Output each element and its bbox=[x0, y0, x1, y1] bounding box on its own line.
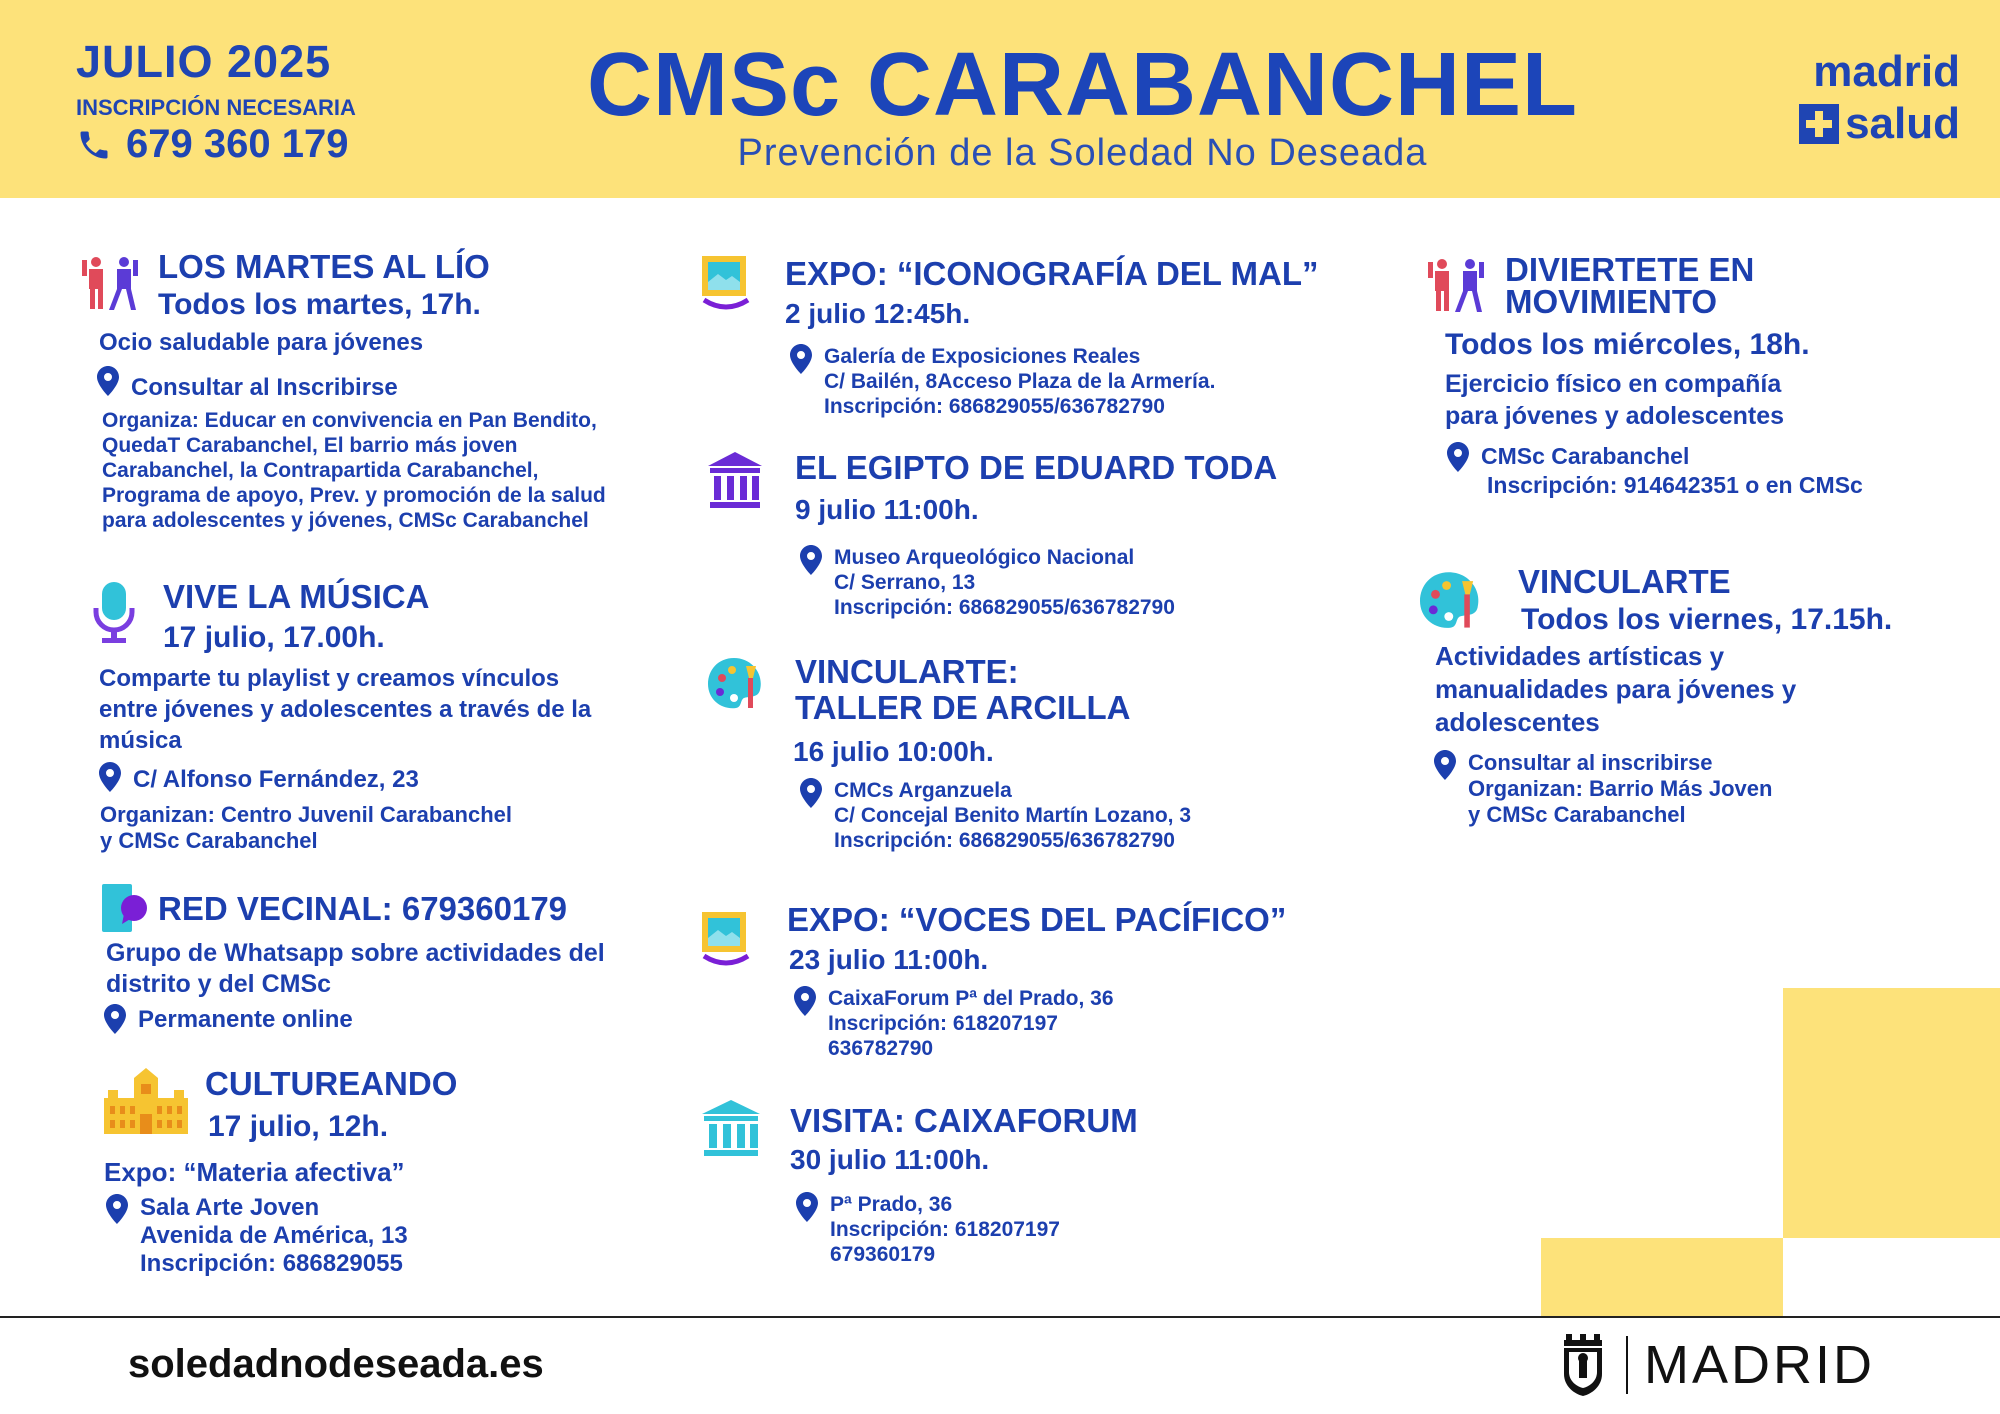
event-title: LOS MARTES AL LÍO bbox=[158, 248, 490, 285]
event-when: Todos los martes, 17h. bbox=[158, 288, 481, 321]
event-description: para jóvenes y adolescentes bbox=[1445, 402, 1785, 430]
event-when: 17 julio, 17.00h. bbox=[163, 621, 385, 654]
microphone-icon bbox=[92, 582, 136, 644]
palette-icon bbox=[708, 656, 764, 712]
event-location: C/ Alfonso Fernández, 23 bbox=[99, 762, 419, 795]
event-when: 23 julio 11:00h. bbox=[789, 944, 989, 975]
event-title: EL EGIPTO DE EDUARD TODA bbox=[795, 449, 1278, 486]
event-description: Ocio saludable para jóvenes bbox=[99, 329, 424, 356]
chat-phone-icon bbox=[102, 884, 150, 934]
location-pin-icon bbox=[1434, 750, 1456, 780]
event-location: Permanente online bbox=[104, 1004, 353, 1035]
brand-top: madrid bbox=[1813, 47, 1960, 96]
event-description: Grupo de Whatsapp sobre actividades del distrito y del CMSc bbox=[106, 939, 605, 998]
location-pin-icon bbox=[97, 366, 119, 396]
location-pin-icon bbox=[104, 1004, 126, 1034]
event-when: Todos los viernes, 17.15h. bbox=[1521, 603, 1893, 636]
location-pin-icon bbox=[106, 1194, 128, 1224]
framed-painting-icon bbox=[700, 912, 752, 970]
event-description: Expo: “Materia afectiva” bbox=[104, 1157, 405, 1187]
registration-note: INSCRIPCIÓN NECESARIA bbox=[76, 95, 356, 120]
event-title: CULTUREANDO bbox=[205, 1065, 458, 1102]
event-location: Pª Prado, 36 Inscripción: 618207197 679360179 bbox=[796, 1192, 1060, 1267]
event-location: Sala Arte Joven Avenida de América, 13 Inscripción: 686829055 bbox=[106, 1194, 408, 1278]
header-phone[interactable] bbox=[76, 122, 348, 167]
event-when: 30 julio 11:00h. bbox=[790, 1144, 990, 1175]
location-pin-icon bbox=[796, 1192, 818, 1222]
event-title: DIVIERTETE EN bbox=[1505, 251, 1755, 288]
location-pin-icon bbox=[99, 762, 121, 792]
event-location: CMCs Arganzuela C/ Concejal Benito Martín Lozano, 3 Inscripción: 686829055/636782790 bbox=[800, 778, 1191, 853]
madrid-crest-icon bbox=[1560, 1334, 1606, 1396]
page-title: CMSc CARABANCHEL bbox=[586, 35, 1578, 135]
event-title: VINCULARTE bbox=[1518, 563, 1731, 600]
event-title: VIVE LA MÚSICA bbox=[163, 578, 430, 615]
cross-icon bbox=[1799, 104, 1839, 144]
footer-divider bbox=[0, 1316, 2000, 1318]
location-pin-icon bbox=[1447, 442, 1469, 472]
event-description: Ejercicio físico en compañía bbox=[1445, 370, 1782, 398]
location-pin-icon bbox=[790, 344, 812, 374]
event-description: Comparte tu playlist y creamos vínculos entre jóvenes y adolescentes a través de la música bbox=[99, 665, 592, 754]
page-subtitle: Prevención de la Soledad No Deseada bbox=[737, 132, 1428, 174]
event-when: 17 julio, 12h. bbox=[208, 1110, 389, 1143]
event-location: CaixaForum Pª del Prado, 36 Inscripción: 618207197 636782790 bbox=[794, 986, 1114, 1061]
palette-icon bbox=[1420, 570, 1482, 632]
event-location: Consultar al inscribirse Organizan: Barrio Más Joven y CMSc Carabanchel bbox=[1434, 750, 1772, 828]
event-description: Actividades artísticas y manualidades para jóvenes y adolescentes bbox=[1435, 641, 1797, 737]
location-pin-icon bbox=[800, 778, 822, 808]
dancing-people-icon bbox=[80, 256, 142, 312]
city-logo-text: MADRID bbox=[1644, 1335, 1875, 1395]
event-organizer: y CMSc Carabanchel bbox=[100, 828, 318, 853]
location-pin-icon bbox=[794, 986, 816, 1016]
event-title: EXPO: “ICONOGRAFÍA DEL MAL” bbox=[785, 255, 1319, 292]
event-title: VISITA: CAIXAFORUM bbox=[790, 1102, 1138, 1139]
decor-block bbox=[1783, 988, 2000, 1238]
event-when: Todos los miércoles, 18h. bbox=[1445, 328, 1810, 361]
phone-number: 679 360 179 bbox=[126, 122, 349, 166]
event-location: Galería de Exposiciones Reales C/ Bailén, 8Acceso Plaza de la Armería. Inscripción: 686829055/636782790 bbox=[790, 344, 1215, 419]
museum-icon bbox=[708, 452, 762, 508]
event-when: 2 julio 12:45h. bbox=[785, 298, 971, 329]
event-title: MOVIMIENTO bbox=[1505, 283, 1718, 320]
event-organizer: Organiza: Educar en convivencia en Pan Bendito, QuedaT Carabanchel, El barrio más joven Carabanchel, la Contrapartida Carabanchel, Programa de apoyo, Prev. y promoción de la salud para adolescentes y jóvenes, CMSc Carabanchel bbox=[102, 409, 606, 532]
museum-icon bbox=[702, 1100, 760, 1156]
location-pin-icon bbox=[800, 545, 822, 575]
event-location: Museo Arqueológico Nacional C/ Serrano, 13 Inscripción: 686829055/636782790 bbox=[800, 545, 1175, 620]
dancing-people-icon bbox=[1426, 258, 1488, 314]
phone-icon bbox=[76, 127, 112, 163]
event-title: TALLER DE ARCILLA bbox=[795, 689, 1131, 726]
month-label: JULIO 2025 bbox=[76, 36, 332, 87]
event-when: 16 julio 10:00h. bbox=[793, 736, 994, 767]
palace-icon bbox=[104, 1068, 188, 1136]
event-when: 9 julio 11:00h. bbox=[795, 494, 979, 525]
website-link[interactable]: soledadnodeseada.es bbox=[128, 1342, 544, 1386]
event-title[interactable]: RED VECINAL: 679360179 bbox=[158, 890, 568, 927]
event-title: VINCULARTE: bbox=[795, 653, 1019, 690]
framed-painting-icon bbox=[700, 256, 752, 314]
madrid-salud-logo bbox=[1770, 46, 1960, 150]
brand-bottom: salud bbox=[1845, 99, 1960, 148]
footer-separator bbox=[1626, 1336, 1628, 1394]
event-title: EXPO: “VOCES DEL PACÍFICO” bbox=[787, 901, 1287, 938]
event-organizer: Organizan: Centro Juvenil Carabanchel bbox=[100, 802, 512, 827]
decor-block bbox=[1541, 1238, 1783, 1316]
event-location: CMSc Carabanchel Inscripción: 914642351 o en CMSc bbox=[1447, 442, 1863, 500]
event-location: Consultar al Inscribirse bbox=[97, 366, 398, 403]
